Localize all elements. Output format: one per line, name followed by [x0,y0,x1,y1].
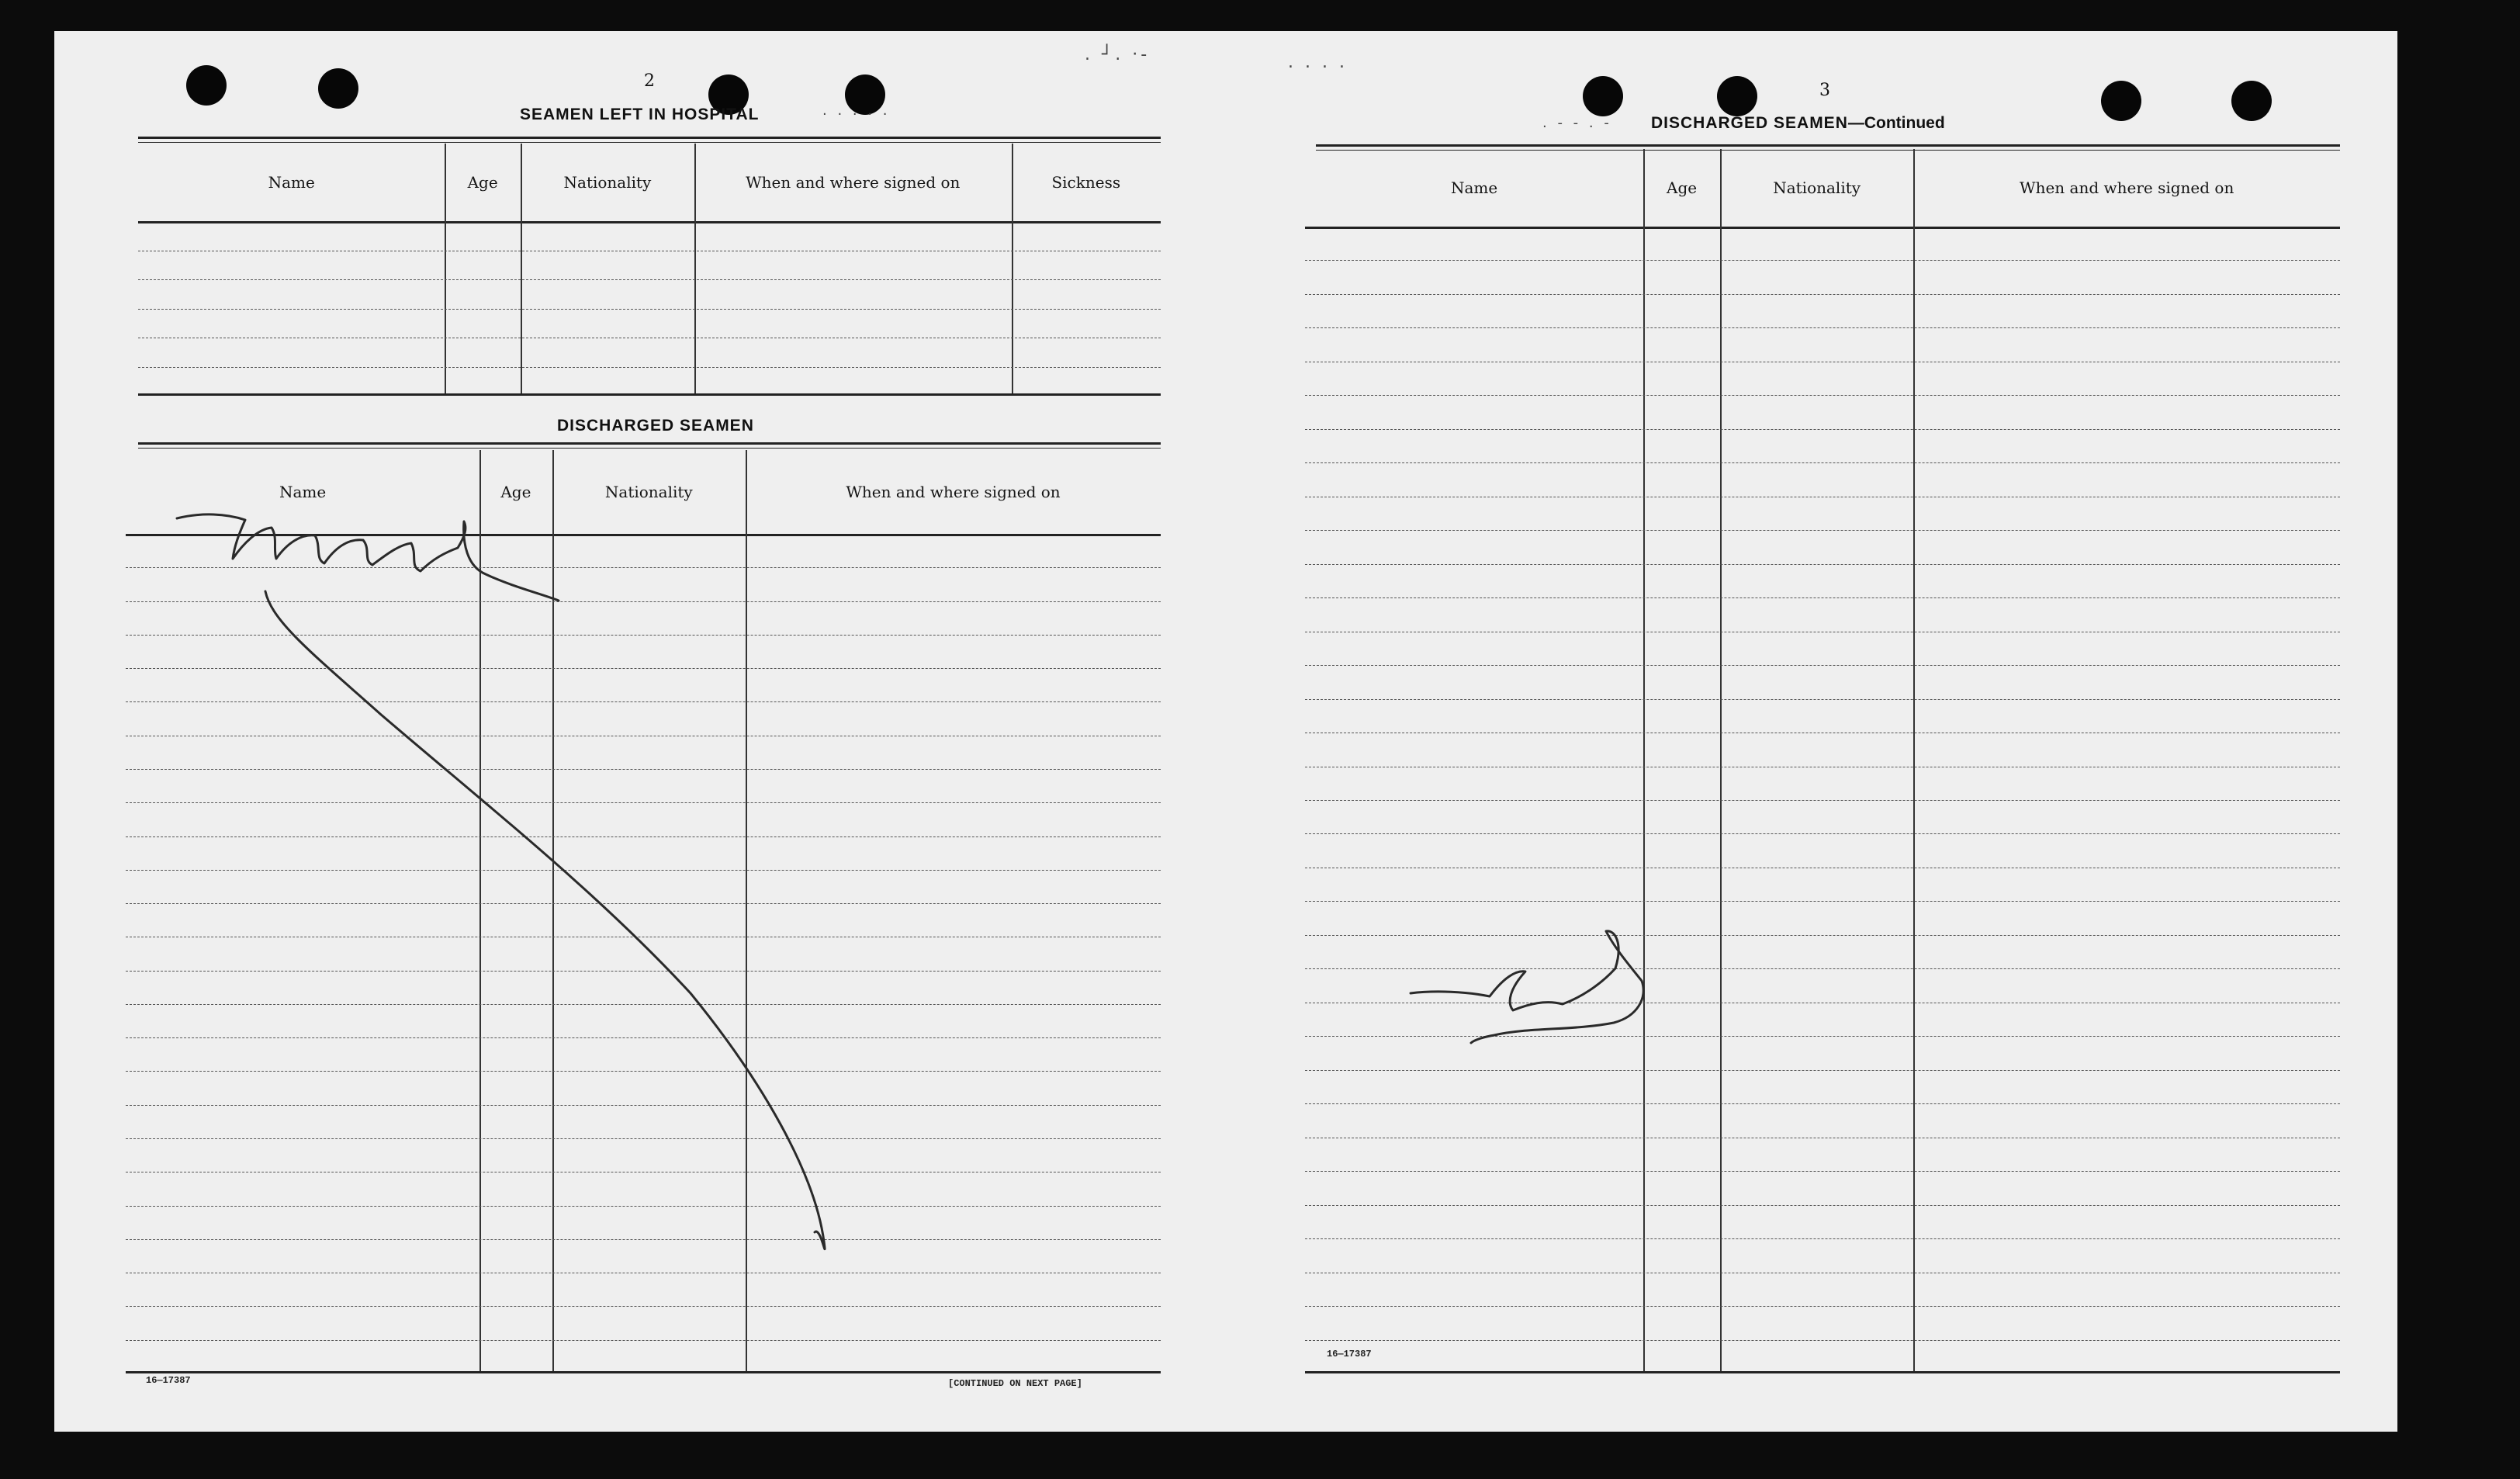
column-header: Nationality [1773,178,1861,197]
column-header: When and where signed on [2020,178,2234,197]
handwritten-none-word [177,514,559,601]
top-smudge-mark: . . . . [1288,53,1348,72]
column-header: Nationality [563,173,652,192]
column-header: Name [1450,178,1498,197]
column-header: Sickness [1051,173,1121,192]
top-smudge-mark: . ┘. ·- [1085,45,1151,64]
page-number-right: 3 [1819,81,1830,100]
discharged-section-title: DISCHARGED SEAMEN [557,417,754,435]
page-number-left: 2 [644,71,655,91]
handwritten-strike-line [265,591,825,1249]
column-header: Age [467,173,498,192]
column-header: Age [500,483,531,501]
column-header: Name [279,483,327,501]
continued-note: [CONTINUED ON NEXT PAGE] [948,1378,1082,1389]
handwriting-overlay [54,31,2397,1432]
document-paper [54,31,2397,1432]
column-header: When and where signed on [846,483,1061,501]
column-header: Name [268,173,315,192]
form-number-right: 16—17387 [1327,1349,1372,1360]
title-suffix: —Continued [1847,114,1945,132]
title-main: DISCHARGED SEAMEN [1651,114,1848,132]
column-header: Nationality [604,483,693,501]
form-number-left: 16—17387 [146,1375,191,1386]
handwritten-signature [1411,931,1643,1043]
column-header: Age [1667,178,1698,197]
smudge-mark: . - - . - [1542,115,1612,131]
column-header: When and where signed on [746,173,961,192]
smudge-mark: . . . . . [822,102,891,119]
hospital-section-title: SEAMEN LEFT IN HOSPITAL [520,106,760,123]
